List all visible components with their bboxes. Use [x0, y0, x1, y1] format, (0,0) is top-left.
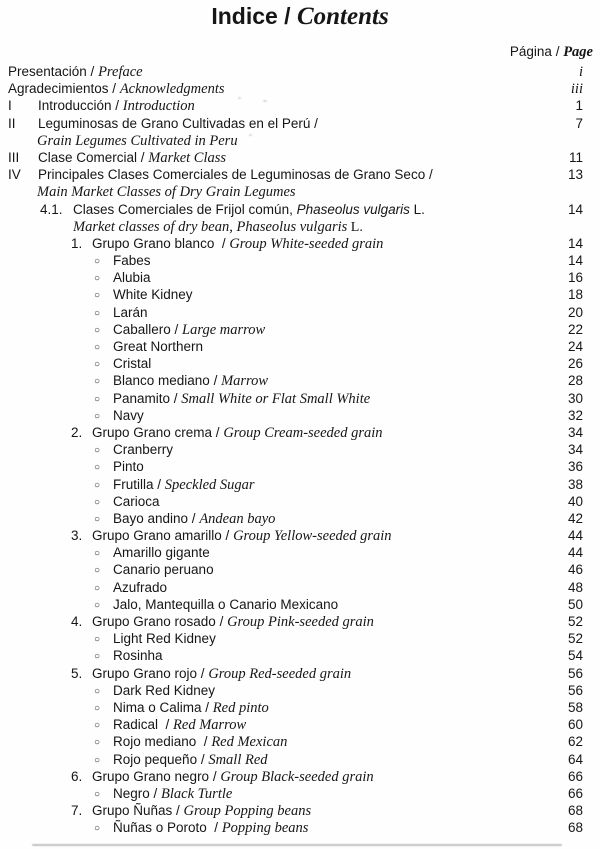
page-number: 50 — [567, 596, 583, 612]
page-number: 14 — [567, 235, 583, 251]
page-number-header — [510, 44, 593, 61]
toc-row — [0, 493, 600, 510]
toc-row — [0, 304, 600, 321]
circle-bullet-icon: ○ — [94, 702, 101, 714]
circle-bullet-icon: ○ — [94, 823, 101, 835]
toc-entry-text: Negro / Black Turtle — [113, 785, 233, 802]
toc-row — [0, 476, 600, 493]
toc-entry-text: Amarillo gigante — [113, 545, 210, 561]
toc-row — [0, 733, 600, 750]
toc-row — [0, 751, 600, 768]
toc-row — [0, 201, 600, 218]
toc-item-number: 1. — [71, 235, 83, 251]
toc-entry-text: Nima o Calima / Red pinto — [113, 699, 269, 716]
page-header-separator: / — [551, 44, 564, 59]
circle-bullet-icon: ○ — [94, 376, 101, 388]
toc-row — [0, 321, 600, 338]
page-number: 24 — [567, 339, 583, 354]
page-number: 13 — [567, 167, 583, 183]
toc-row — [0, 527, 600, 544]
page-number: 54 — [567, 648, 583, 664]
toc-row — [0, 682, 600, 699]
circle-bullet-icon: ○ — [94, 548, 101, 560]
toc-entry-text: Main Market Classes of Dry Grain Legumes — [37, 184, 296, 201]
page-number: 38 — [567, 476, 583, 492]
page-number: 52 — [567, 614, 583, 629]
page-number: 34 — [567, 442, 583, 458]
toc-entry-text: Rosinha — [113, 648, 163, 664]
circle-bullet-icon: ○ — [94, 342, 101, 353]
toc-row — [0, 596, 600, 613]
circle-bullet-icon: ○ — [94, 599, 101, 611]
toc-entry-text: Caballero / Large marrow — [113, 321, 266, 338]
page-number: 42 — [567, 510, 583, 526]
page-number: 62 — [567, 734, 583, 750]
circle-bullet-icon: ○ — [94, 359, 101, 371]
toc-row — [0, 115, 600, 132]
toc-entry-text: Agradecimientos / Acknowledgments — [8, 81, 225, 98]
page-number: 26 — [567, 356, 583, 372]
circle-bullet-icon: ○ — [94, 634, 101, 646]
toc-item-number: 4.1. — [40, 201, 63, 217]
circle-bullet-icon: ○ — [94, 754, 101, 766]
circle-bullet-icon: ○ — [94, 565, 101, 577]
toc-row — [0, 716, 600, 733]
toc-row — [0, 458, 600, 475]
toc-entry-text: Carioca — [113, 493, 160, 509]
circle-bullet-icon: ○ — [94, 324, 101, 336]
toc-entry-text: Panamito / Small White or Flat Small White — [113, 390, 371, 407]
scan-speck — [263, 100, 267, 102]
page-number: 52 — [567, 631, 583, 647]
page-number: 66 — [567, 785, 583, 801]
toc-entry-text: Introducción / Introduction — [38, 98, 195, 115]
page-number: 48 — [567, 579, 583, 595]
toc-entry-text: Presentación / Preface — [8, 64, 143, 80]
toc-entry-text: Larán — [113, 304, 148, 320]
toc-row — [0, 510, 600, 527]
toc-row — [0, 407, 600, 424]
page-number: 14 — [567, 253, 583, 269]
toc-item-number: 7. — [71, 803, 83, 819]
title-spanish: Indice — [211, 3, 278, 29]
toc-entry-text: Great Northern — [113, 339, 204, 354]
toc-list — [0, 63, 600, 836]
circle-bullet-icon: ○ — [94, 582, 101, 594]
toc-entry-text: Pinto — [113, 459, 144, 475]
page-number: iii — [570, 81, 583, 98]
toc-entry-text: Cristal — [113, 356, 152, 372]
circle-bullet-icon: ○ — [94, 410, 101, 422]
toc-entry-text: Grupo Grano amarillo / Group Yellow-seeded grain — [92, 528, 392, 545]
scan-speck — [238, 97, 241, 99]
page-number: 11 — [568, 149, 583, 165]
page-number: 44 — [567, 545, 583, 561]
circle-bullet-icon: ○ — [94, 496, 101, 508]
page-number: 14 — [567, 201, 583, 217]
title-english: Contents — [296, 3, 389, 30]
page-number: 44 — [567, 528, 583, 544]
toc-row — [0, 63, 600, 80]
toc-entry-text: Grupo Grano crema / Group Cream-seeded grain — [92, 424, 383, 441]
toc-item-number: 2. — [71, 424, 83, 440]
toc-item-number: 4. — [71, 614, 83, 629]
toc-item-number: 6. — [71, 768, 83, 784]
page-header-english: Page — [563, 44, 593, 60]
circle-bullet-icon: ○ — [94, 651, 101, 663]
page-header-spanish: Página — [509, 44, 552, 59]
page-number: 1 — [575, 98, 583, 114]
toc-entry-text: Jalo, Mantequilla o Canario Mexicano — [113, 596, 339, 612]
circle-bullet-icon: ○ — [94, 513, 101, 525]
toc-item-number: II — [8, 115, 16, 131]
toc-entry-text: Grupo Grano rojo / Group Red-seeded grain — [92, 665, 352, 682]
page-number: 56 — [567, 682, 583, 698]
toc-row — [0, 166, 600, 183]
page-number: 68 — [567, 803, 583, 819]
page-number: 46 — [567, 562, 583, 578]
circle-bullet-icon: ○ — [94, 307, 101, 319]
page-number: 68 — [567, 820, 583, 836]
page-number: 16 — [567, 270, 583, 286]
toc-item-number: III — [8, 149, 20, 165]
toc-entry-text: Clase Comercial / Market Class — [38, 149, 227, 166]
toc-row — [0, 218, 600, 235]
page-title — [0, 3, 600, 31]
toc-row — [0, 785, 600, 802]
toc-row — [0, 802, 600, 819]
toc-row — [0, 372, 600, 389]
toc-row — [0, 80, 600, 97]
circle-bullet-icon: ○ — [94, 720, 101, 732]
toc-item-number: IV — [8, 167, 21, 183]
toc-row — [0, 286, 600, 303]
toc-row — [0, 149, 600, 166]
toc-row — [0, 97, 600, 114]
toc-row — [0, 544, 600, 561]
toc-row — [0, 132, 600, 149]
toc-entry-text: Azufrado — [113, 579, 168, 595]
title-separator: / — [277, 3, 297, 29]
toc-entry-text: Cranberry — [113, 442, 174, 458]
scan-speck — [249, 134, 252, 136]
toc-row — [0, 424, 600, 441]
toc-row — [0, 768, 600, 785]
toc-entry-text: Bayo andino / Andean bayo — [113, 510, 276, 527]
page-number: 28 — [567, 373, 583, 389]
toc-entry-text: Dark Red Kidney — [113, 682, 216, 698]
circle-bullet-icon: ○ — [94, 290, 101, 302]
toc-item-number: 3. — [71, 528, 83, 544]
page-number: 40 — [567, 493, 583, 509]
toc-row — [0, 235, 600, 252]
toc-entry-text: White Kidney — [113, 287, 193, 303]
toc-entry-text: Grupo Grano rosado / Group Pink-seeded grain — [92, 614, 374, 630]
toc-row — [0, 441, 600, 458]
toc-item-number: 5. — [71, 665, 83, 681]
toc-row — [0, 338, 600, 355]
toc-entry-text: Principales Clases Comerciales de Leguminosas de Grano Seco / — [38, 167, 433, 183]
circle-bullet-icon: ○ — [94, 685, 101, 697]
toc-row — [0, 561, 600, 578]
page-number: 56 — [567, 665, 583, 681]
toc-entry-text: Canario peruano — [113, 562, 214, 578]
toc-entry-text: Market classes of dry bean, Phaseolus vulgaris L. — [73, 218, 363, 235]
toc-row — [0, 819, 600, 836]
circle-bullet-icon: ○ — [94, 737, 101, 749]
toc-entry-text: Frutilla / Speckled Sugar — [113, 476, 255, 493]
page-number: 64 — [567, 751, 583, 767]
circle-bullet-icon: ○ — [94, 393, 101, 405]
page-number: 34 — [567, 424, 583, 440]
toc-row — [0, 269, 600, 286]
toc-item-number: I — [8, 98, 12, 114]
toc-row — [0, 390, 600, 407]
scan-artifact-line — [32, 844, 562, 846]
toc-entry-text: Rojo mediano / Red Mexican — [113, 734, 288, 751]
toc-entry-text: Grupo Grano blanco / Group White-seeded grain — [92, 235, 384, 252]
toc-row — [0, 355, 600, 372]
page-number: 36 — [567, 459, 583, 475]
circle-bullet-icon: ○ — [94, 479, 101, 491]
toc-row — [0, 699, 600, 716]
toc-entry-text: Radical / Red Marrow — [113, 717, 247, 734]
toc-entry-text: Rojo pequeño / Small Red — [113, 751, 268, 768]
toc-entry-text: Blanco mediano / Marrow — [113, 373, 269, 390]
page-number: 60 — [567, 717, 583, 733]
page-number: 58 — [567, 699, 583, 715]
toc-row — [0, 665, 600, 682]
circle-bullet-icon: ○ — [94, 462, 101, 474]
toc-row — [0, 579, 600, 596]
circle-bullet-icon: ○ — [94, 273, 101, 285]
page-number: i — [578, 64, 583, 80]
toc-row — [0, 183, 600, 200]
toc-row — [0, 630, 600, 647]
page-number: 20 — [567, 304, 583, 320]
page-number: 32 — [567, 407, 583, 423]
circle-bullet-icon: ○ — [94, 788, 101, 800]
toc-entry-text: Grain Legumes Cultivated in Peru — [37, 132, 238, 149]
page-number: 18 — [567, 287, 583, 303]
toc-entry-text: Navy — [113, 407, 144, 423]
page-number: 22 — [567, 321, 583, 337]
page-number: 66 — [567, 768, 583, 784]
toc-entry-text: Clases Comerciales de Frijol común, Phaseolus vulgaris L. — [73, 201, 425, 217]
toc-row — [0, 252, 600, 269]
toc-entry-text: Alubia — [113, 270, 151, 286]
toc-row — [0, 647, 600, 664]
page-number: 7 — [575, 115, 583, 131]
toc-entry-text: Leguminosas de Grano Cultivadas en el Perú / — [38, 115, 318, 131]
toc-entry-text: Grupo Grano negro / Group Black-seeded grain — [92, 768, 374, 785]
toc-row — [0, 613, 600, 630]
toc-entry-text: Light Red Kidney — [113, 631, 216, 647]
circle-bullet-icon: ○ — [94, 256, 101, 268]
page-number: 30 — [567, 390, 583, 406]
toc-entry-text: Fabes — [113, 253, 151, 269]
circle-bullet-icon: ○ — [94, 445, 101, 457]
toc-entry-text: Ñuñas o Poroto / Popping beans — [113, 820, 309, 837]
toc-entry-text: Grupo Ñuñas / Group Popping beans — [92, 803, 312, 820]
